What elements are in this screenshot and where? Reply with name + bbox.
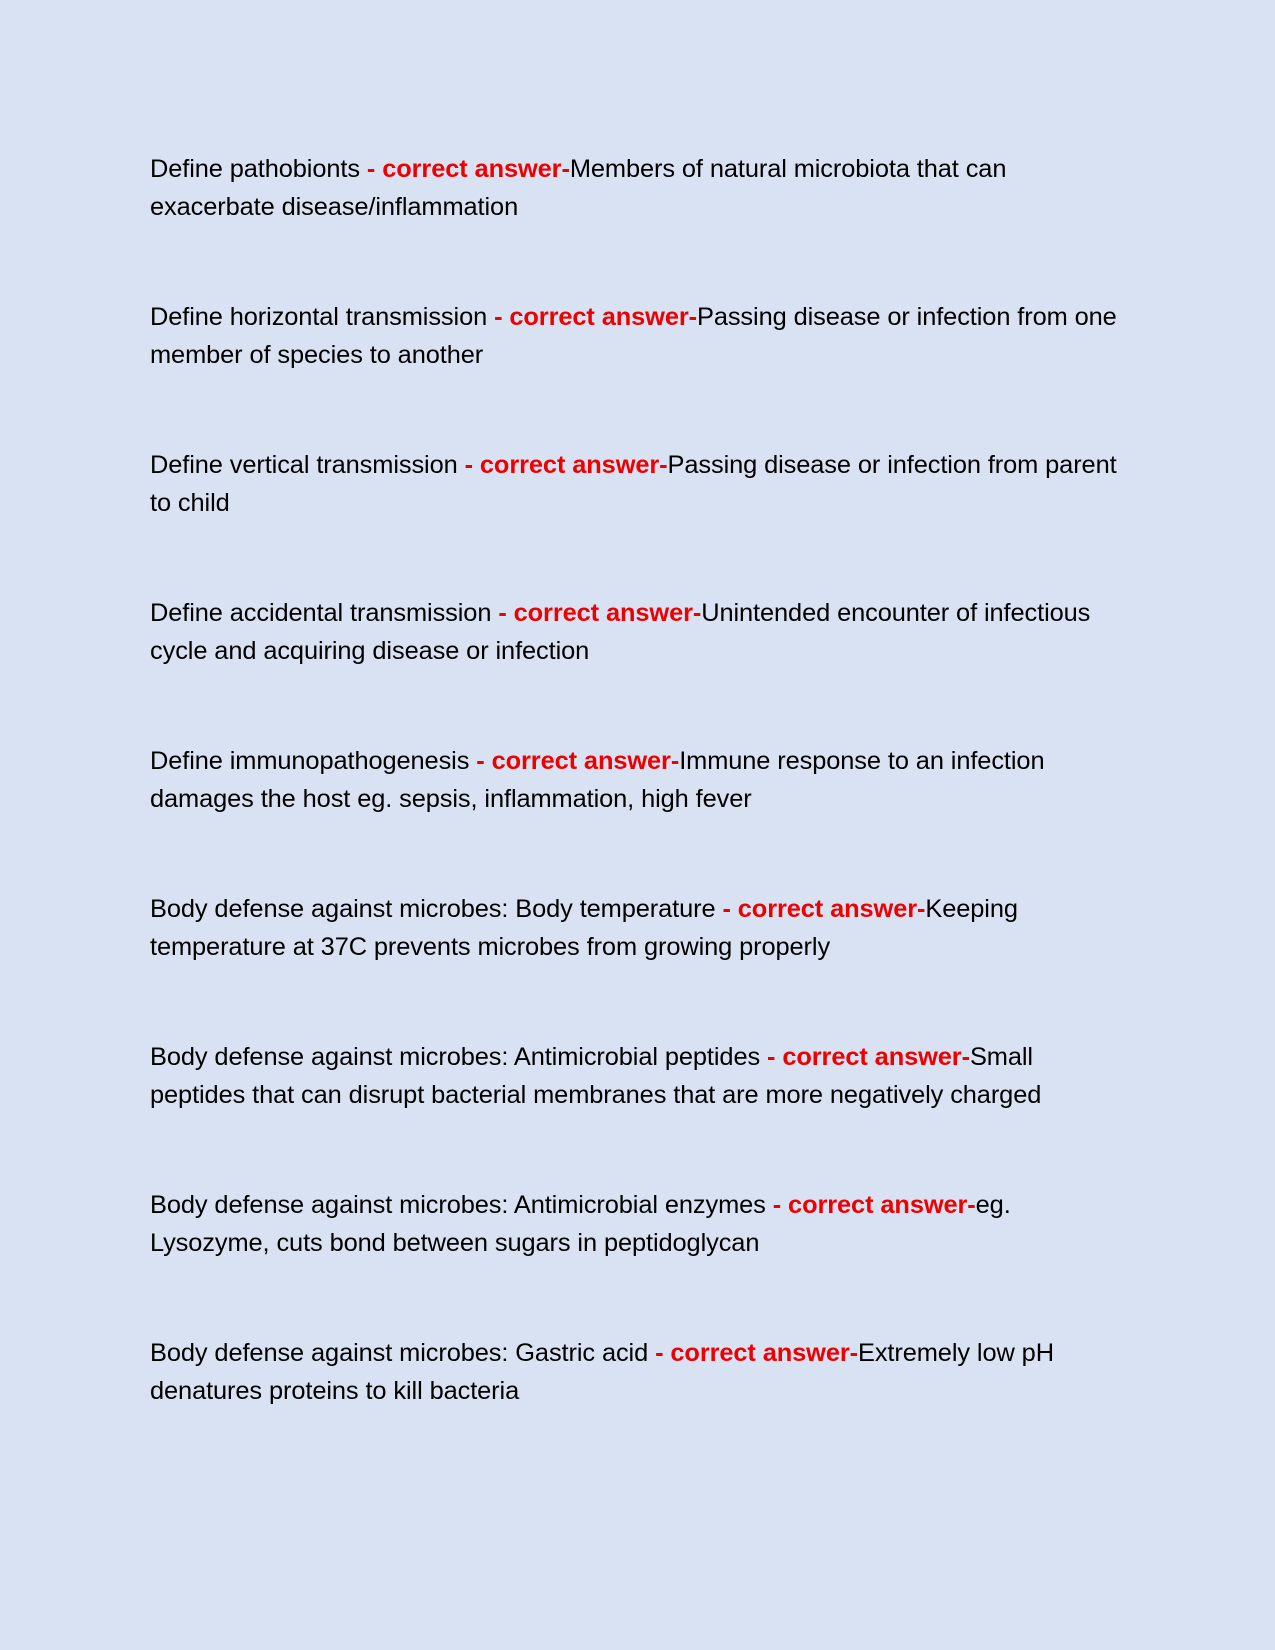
qa-item xyxy=(150,150,1125,226)
qa-question: Body defense against microbes: Antimicrobial enzymes xyxy=(150,1191,766,1219)
qa-separator: - correct answer- xyxy=(648,1339,858,1367)
qa-separator: - correct answer- xyxy=(765,1191,976,1219)
qa-item xyxy=(150,1186,1125,1262)
qa-question: Body defense against microbes: Body temperature xyxy=(150,895,716,923)
qa-answer: Passing disease or infection from one member of species to another xyxy=(150,303,1117,369)
qa-answer: Unintended encounter of infectious cycle and acquiring disease or infection xyxy=(150,599,1091,665)
qa-question: Define horizontal transmission xyxy=(150,303,488,331)
qa-answer: Extremely low pH denatures proteins to kill bacteria xyxy=(150,1339,1054,1405)
qa-separator: - correct answer- xyxy=(491,599,702,627)
qa-separator: - correct answer- xyxy=(487,303,697,331)
qa-question: Define pathobionts xyxy=(150,155,360,183)
qa-separator: - correct answer- xyxy=(457,451,668,479)
qa-separator: - correct answer- xyxy=(469,747,680,775)
qa-answer: Passing disease or infection from parent to child xyxy=(150,451,1117,517)
qa-question: Body defense against microbes: Antimicrobial peptides xyxy=(150,1043,761,1071)
qa-separator: - correct answer- xyxy=(359,155,570,183)
qa-answer: eg. Lysozyme, cuts bond between sugars in peptidoglycan xyxy=(150,1191,1011,1257)
qa-answer: Members of natural microbiota that can exacerbate disease/inflammation xyxy=(150,155,1007,221)
qa-list xyxy=(150,150,1125,1410)
qa-question: Body defense against microbes: Gastric acid xyxy=(150,1339,649,1367)
qa-item xyxy=(150,1334,1125,1410)
qa-separator: - correct answer- xyxy=(760,1043,970,1071)
qa-question: Define immunopathogenesis xyxy=(150,747,470,775)
qa-item xyxy=(150,594,1125,670)
qa-separator: - correct answer- xyxy=(715,895,926,923)
qa-item xyxy=(150,446,1125,522)
qa-answer: Small peptides that can disrupt bacterial membranes that are more negatively charged xyxy=(150,1043,1042,1109)
qa-item xyxy=(150,742,1125,818)
qa-item xyxy=(150,298,1125,374)
qa-item xyxy=(150,890,1125,966)
qa-item xyxy=(150,1038,1125,1114)
qa-answer: Keeping temperature at 37C prevents microbes from growing properly xyxy=(150,895,1018,961)
qa-question: Define accidental transmission xyxy=(150,599,492,627)
qa-answer: Immune response to an infection damages the host eg. sepsis, inflammation, high fever xyxy=(150,747,1045,813)
qa-question: Define vertical transmission xyxy=(150,451,458,479)
